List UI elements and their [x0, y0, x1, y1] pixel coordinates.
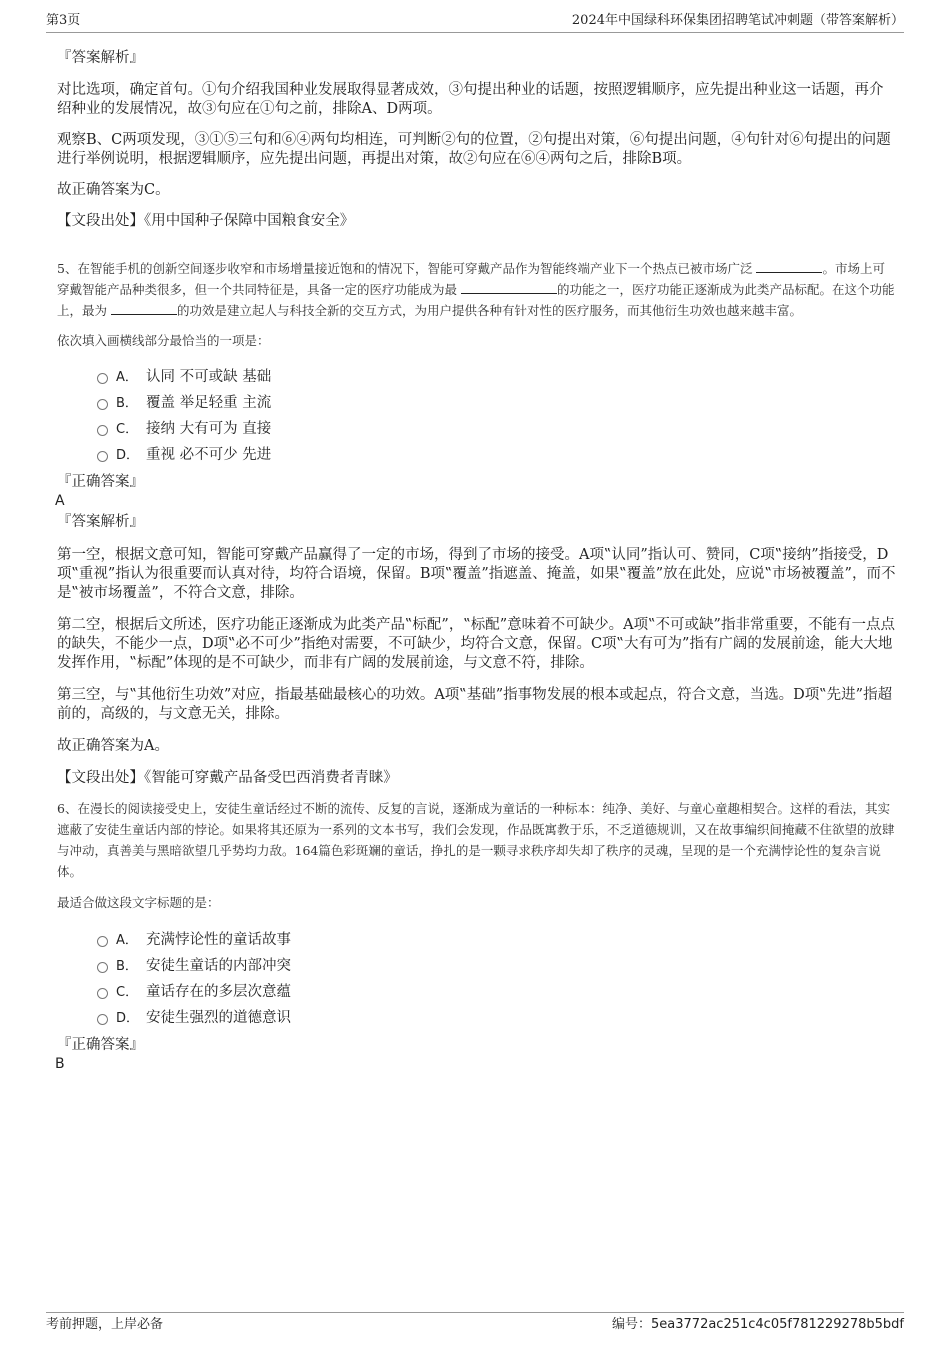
q4-conclusion: 故正确答案为C。 [57, 182, 170, 198]
q5-analysis-para1: 第一空，根据文意可知，智能可穿戴产品赢得了一定的市场，得到了市场的接受。A项‟认同”指认可、赞同，C项‟接纳”指接受，D项‟重视”指认为很重要而认真对待，均符合语境，保留。B项‟覆盖”指遮盖、掩盖，如果‟覆盖”放在此处，应说‟市场被覆盖”，而不是‟被市场覆盖”，不符合文意，排除。 [57, 547, 896, 601]
radio-icon[interactable] [97, 962, 108, 973]
q4-analysis-para2: 观察B、C两项发现，③①⑤三句和⑥④两句均相连，可判断②句的位置，②句提出对策，⑥句提出问题，④句针对⑥句提出的问题进行举例说明，根据逻辑顺序，应先提出问题，再提出对策，故②句应在⑥④两句之后，排除B项。 [57, 132, 891, 167]
q6-stem: 6、在漫长的阅读接受史上，安徒生童话经过不断的流传、反复的言说，逐渐成为童话的一种标本：纯净、美好、与童心童趣相契合。这样的看法，其实遮蔽了安徒生童话内部的悖论。如果将其还原为一系列的文本书写，我们会发现，作品既寓教于乐，不乏道德规训，又在故事编织间掩藏不住欲望的放肆与冲动，真善美与黑暗欲望几乎势均力敌。164篇色彩斑斓的童话，挣扎的是一颗寻求秩序却失却了秩序的灵魂，呈现的是一个充满悖论性的复杂言说体。 [57, 801, 895, 879]
q5-blank-1 [756, 258, 822, 273]
q6-options [57, 927, 897, 1031]
radio-icon[interactable] [97, 1014, 108, 1025]
q5-answer-label: 『正确答案』 [57, 474, 144, 490]
q5-option-b[interactable]: B． 覆盖 举足轻重 主流 [57, 390, 897, 416]
radio-icon[interactable] [97, 988, 108, 999]
q4-analysis-para1: 对比选项，确定首句。①句介绍我国种业发展取得显著成效，③句提出种业的话题，按照逻辑顺序，应先提出种业这一话题，再介绍种业的发展情况，故③句应在①句之前，排除A、D两项。 [57, 82, 884, 117]
q5-source: 【文段出处】《智能可穿戴产品备受巴西消费者青睐》 [57, 770, 398, 786]
q5-option-a[interactable]: A． 认同 不可或缺 基础 [57, 364, 897, 390]
radio-icon[interactable] [97, 373, 108, 384]
q5-option-d[interactable]: D． 重视 必不可少 先进 [57, 442, 897, 468]
footer-slogan: 考前押题，上岸必备 [46, 1317, 164, 1332]
radio-icon[interactable] [97, 936, 108, 947]
q6-option-b[interactable]: B． 安徒生童话的内部冲突 [57, 953, 897, 979]
q5-blank-2 [461, 279, 557, 294]
q5-stem: 5、在智能手机的创新空间逐步收窄和市场增量接近饱和的情况下，智能可穿戴产品作为智能终端产业下一个热点已被市场广泛 。市场上可穿戴智能产品种类很多，但一个共同特征是，具备一定的医疗功能成为最 的功能之一，医疗功能正逐渐成为此类产品标配。在这个功能上，最为 的功效是建立起人与科技全新的交互方式，为用户提供各种有针对性的医疗服务，而其他衍生功效也越来越丰富。 [57, 258, 897, 321]
q5-analysis-label: 『答案解析』 [57, 514, 144, 530]
q6-option-c[interactable]: C． 童话存在的多层次意蕴 [57, 979, 897, 1005]
q5-options [57, 364, 897, 468]
q4-analysis-label: 『答案解析』 [57, 50, 144, 66]
q6-prompt: 最适合做这段文字标题的是： [57, 895, 220, 910]
q6-option-a[interactable]: A． 充满悖论性的童话故事 [57, 927, 897, 953]
q5-analysis-para2: 第二空，根据后文所述，医疗功能正逐渐成为此类产品‟标配”，‟标配”意味着不可缺少。A项‟不可或缺”指非常重要，不能有一点点的缺失，不能少一点，D项‟必不可少”指绝对需要，不可缺少，均符合文意，保留。C项‟大有可为”指有广阔的发展前途，能大大地发挥作用，‟标配”体现的是不可缺少，而非有广阔的发展前途，与文意不符，排除。 [57, 617, 895, 671]
q5-prompt: 依次填入画横线部分最恰当的一项是： [57, 333, 270, 348]
q4-source: 【文段出处】《用中国种子保障中国粮食安全》 [57, 213, 355, 229]
radio-icon[interactable] [97, 399, 108, 410]
page-number: 第3页 [46, 13, 81, 28]
q6-option-d[interactable]: D． 安徒生强烈的道德意识 [57, 1005, 897, 1031]
radio-icon[interactable] [97, 425, 108, 436]
q5-analysis-para3: 第三空，与‟其他衍生功效”对应，指最基础最核心的功效。A项‟基础”指事物发展的根本或起点，符合文意，当选。D项‟先进”指超前的，高级的，与文意无关，排除。 [57, 687, 893, 722]
page-content [57, 47, 897, 1073]
q6-answer-label: 『正确答案』 [57, 1037, 144, 1053]
document-code: 编号：5ea3772ac251c4c05f781229278b5bdf [612, 1317, 904, 1332]
page-footer [46, 1312, 904, 1337]
q5-conclusion: 故正确答案为A。 [57, 738, 169, 754]
page-header [46, 12, 904, 33]
q5-blank-3 [111, 300, 177, 315]
q6-answer: B [55, 1056, 65, 1072]
radio-icon[interactable] [97, 451, 108, 462]
q5-option-c[interactable]: C． 接纳 大有可为 直接 [57, 416, 897, 442]
q5-answer: A [55, 493, 65, 509]
document-title: 2024年中国绿科环保集团招聘笔试冲刺题（带答案解析） [571, 13, 904, 28]
